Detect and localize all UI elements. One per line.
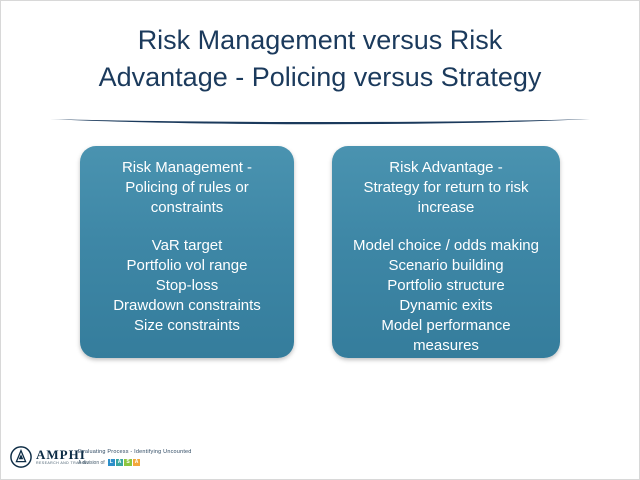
card-item: Dynamic exits xyxy=(399,297,493,314)
lasa-logo-letter: L xyxy=(109,459,113,465)
page-title-line-1: Risk Management versus Risk xyxy=(137,25,503,55)
footer-tagline: Evaluating Process - Identifying Uncounted xyxy=(78,449,192,455)
footer-division xyxy=(78,459,192,466)
footer-tagline-block xyxy=(78,449,192,466)
card-item: Size constraints xyxy=(134,317,240,334)
title-underline-rule xyxy=(50,118,590,127)
card-risk-advantage xyxy=(332,146,560,358)
card-heading-line: Risk Advantage - xyxy=(389,159,503,176)
card-heading-line: constraints xyxy=(150,199,224,216)
lasa-logo-letter: A xyxy=(117,459,122,465)
card-item: Portfolio structure xyxy=(387,277,505,294)
page-title-line-2: Advantage - Policing versus Strategy xyxy=(98,62,542,92)
card-item: Model choice / odds making xyxy=(353,237,539,254)
card-item: Model performance xyxy=(381,317,511,334)
card-item: VaR target xyxy=(151,237,223,254)
card-item: Portfolio vol range xyxy=(126,257,248,274)
amphi-logo-name: AMPHI xyxy=(36,447,86,463)
amphi-logo-subtitle: RESEARCH AND TRADING xyxy=(36,461,90,466)
card-item: Scenario building xyxy=(388,257,504,274)
page-title xyxy=(30,22,610,96)
lasa-logo-letter: S xyxy=(126,459,130,465)
lasa-logo xyxy=(108,459,141,466)
footer-division-prefix: A division of xyxy=(78,459,105,466)
card-heading-line: Risk Management - xyxy=(121,159,253,176)
card-risk-management xyxy=(80,146,294,358)
card-risk-management-heading xyxy=(90,158,284,218)
lasa-logo-letter: A xyxy=(134,459,139,465)
card-heading-line: increase xyxy=(417,199,475,216)
card-item: Drawdown constraints xyxy=(113,297,261,314)
card-risk-advantage-items xyxy=(342,236,550,356)
card-risk-advantage-heading xyxy=(342,158,550,218)
content-cards xyxy=(0,140,640,370)
card-item: Stop-loss xyxy=(155,277,219,294)
card-heading-line: Policing of rules or xyxy=(125,179,249,196)
card-item: measures xyxy=(413,337,479,354)
card-heading-line: Strategy for return to risk xyxy=(363,179,529,196)
amphi-logo-icon xyxy=(10,446,32,468)
card-risk-management-items xyxy=(90,236,284,336)
slide-footer xyxy=(0,422,640,480)
